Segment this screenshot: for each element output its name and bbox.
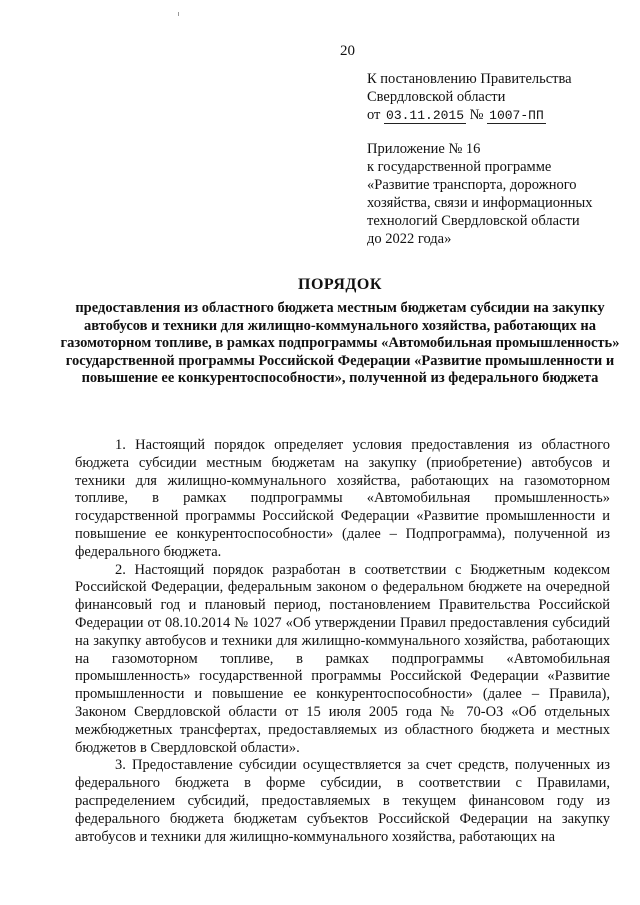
appendix-line-4: хозяйства, связи и информационных: [367, 195, 593, 211]
appendix-line-1: Приложение № 16: [367, 141, 481, 157]
resolution-reference: [367, 70, 627, 124]
resolution-date-line: [367, 106, 627, 124]
resolution-line-2: Свердловской области: [367, 89, 506, 105]
page-number: 20: [340, 43, 355, 59]
document-heading: [60, 276, 620, 388]
appendix-line-5: технологий Свердловской области: [367, 213, 580, 229]
resolution-number: 1007-ПП: [489, 108, 544, 123]
paragraph-2: 2. Настоящий порядок разработан в соответствии с Бюджетным кодексом Российской Федерации, федеральным законом о федеральном бюджете на очередной финансовый год и плановый период, постановлением Правительства Российской Федерации от 08.10.2014 № 1027 «Об утверждении Правил предоставления субсидий на закупку автобусов и техники для жилищно-коммунального хозяйства, работающих на газомоторном топливе, в рамках подпрограммы «Автомобильная промышленность» государственной программы Российской Федерации «Развитие промышленности и повышение ее конкурентоспособности» (далее – Правила), Законом Свердловской области от 15 июля 2005 года № 70-ОЗ «Об отдельных межбюджетных трансфертах, предоставляемых из областного бюджета и местных бюджетов в Свердловской области».: [75, 561, 610, 756]
date-prefix: от: [367, 107, 381, 123]
number-prefix: №: [469, 107, 484, 123]
appendix-line-6: до 2022 года»: [367, 231, 452, 247]
appendix-line-3: «Развитие транспорта, дорожного: [367, 177, 577, 193]
paragraph-1: 1. Настоящий порядок определяет условия предоставления из областного бюджета субсидии местным бюджетам на закупку (приобретение) автобусов и техники для жилищно-коммунального хозяйства, работающих на газомоторном топливе, в рамках подпрограммы «Автомобильная промышленность» государственной программы Российской Федерации «Развитие промышленности и повышение ее конкурентоспособности» (далее – Подпрограмма), полученной из федерального бюджета.: [75, 437, 610, 560]
paragraph-3: 3. Предоставление субсидии осуществляется за счет средств, полученных из федерального бюджета в форме субсидии, в соответствии с Правилами, распределением субсидий, предоставляемых в текущем финансовом году из федерального бюджета бюджетам субъектов Российской Федерации на закупку автобусов и техники для жилищно-коммунального хозяйства, работающих на: [75, 757, 610, 845]
document-title: ПОРЯДОК: [298, 276, 382, 293]
resolution-line-1: К постановлению Правительства: [367, 71, 572, 87]
document-subtitle: предоставления из областного бюджета местным бюджетам субсидии на закупку автобусов и техники для жилищно-коммунального хозяйства, работающих на газомоторном топливе, в рамках подпрограммы «Автомобильная промышленность» государственной программы Российской Федерации «Развитие промышленности и повышение ее конкурентоспособности», полученной из федерального бюджета: [60, 300, 620, 386]
appendix-line-2: к государственной программе: [367, 159, 552, 175]
resolution-date: 03.11.2015: [386, 108, 465, 123]
appendix-reference: [367, 140, 627, 248]
scan-mark: [178, 12, 179, 16]
document-body: [75, 437, 610, 846]
